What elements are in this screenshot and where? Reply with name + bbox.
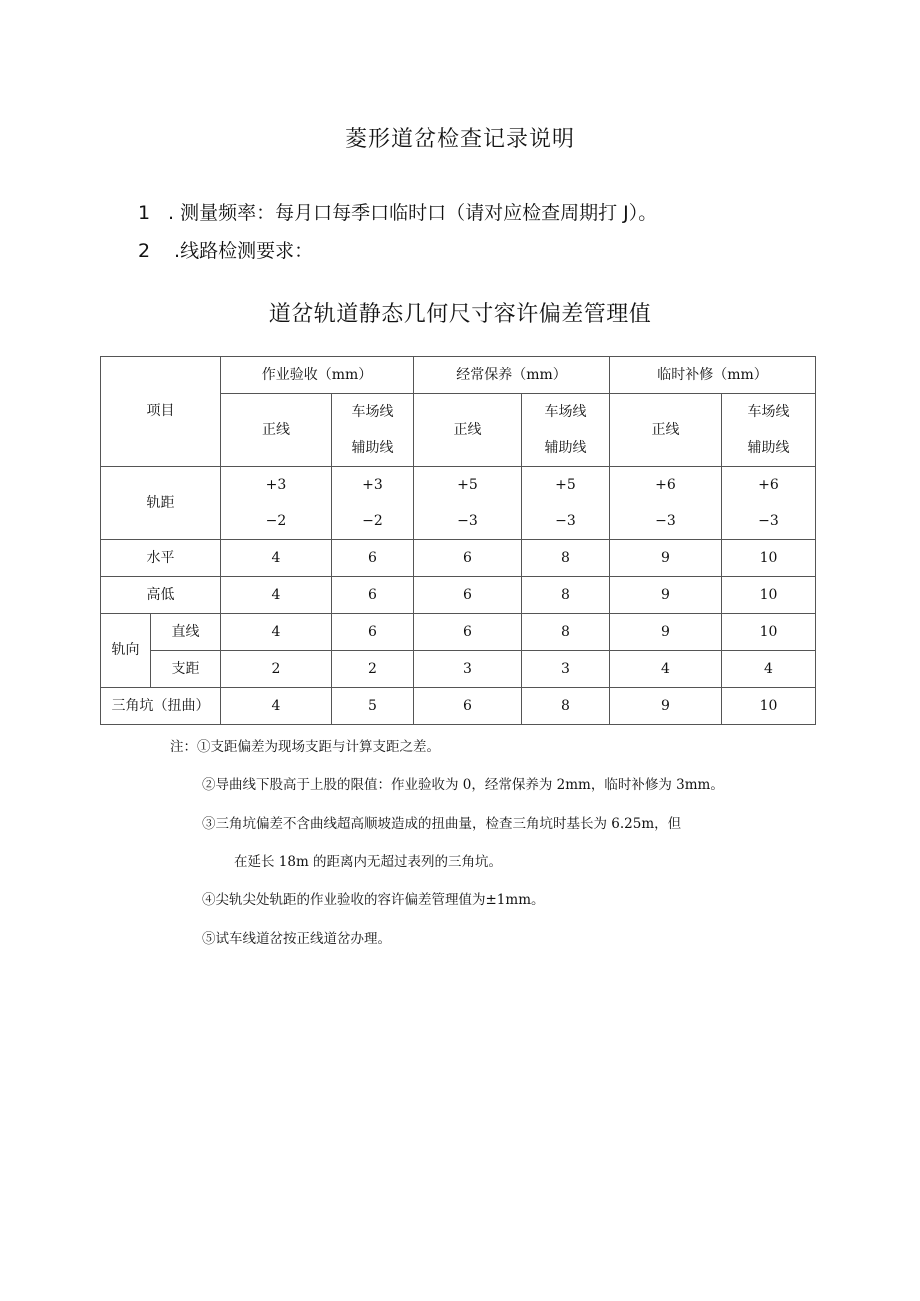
- table-cell: 6: [332, 540, 414, 577]
- table-cell: 9: [610, 577, 722, 614]
- note-line: ②导曲线下股高于上股的限值：作业验收为 0，经常保养为 2mm，临时补修为 3mm。: [202, 777, 724, 793]
- table-cell: 6: [414, 688, 522, 725]
- table-cell: 6: [332, 577, 414, 614]
- tolerance-table: [100, 356, 816, 725]
- header-acceptance: 作业验收（mm）: [221, 357, 414, 394]
- document-title: 菱形道岔检查记录说明: [344, 127, 575, 152]
- row-label: 三角坑（扭曲）: [101, 688, 221, 725]
- table-cell: 10: [722, 540, 816, 577]
- item-text: . 测量频率：每月口每季口临时口（请对应检查周期打 J）。: [168, 202, 658, 224]
- header-maintenance: 经常保养（mm）: [414, 357, 610, 394]
- table-cell: 4: [221, 688, 332, 725]
- item-number: 1: [138, 202, 151, 224]
- table-cell: 4: [221, 614, 332, 651]
- row-sublabel: 支距: [151, 651, 221, 688]
- table-cell: 9: [610, 614, 722, 651]
- note-line: 注：①支距偏差为现场支距与计算支距之差。: [170, 739, 440, 755]
- table-cell: 2: [332, 651, 414, 688]
- note-line: ⑤试车线道岔按正线道岔办理。: [202, 931, 391, 947]
- table-cell: 5: [332, 688, 414, 725]
- header-temporary-repair: 临时补修（mm）: [610, 357, 816, 394]
- header-item: 项目: [101, 357, 221, 467]
- header-main-line: 正线: [221, 394, 332, 467]
- table-cell: 4: [610, 651, 722, 688]
- note-line: 在延长 18m 的距离内无超过表列的三角坑。: [234, 854, 503, 870]
- item-line-inspection: [138, 236, 313, 263]
- item-measurement-frequency: [138, 198, 657, 225]
- table-cell: 4: [722, 651, 816, 688]
- table-cell: 8: [522, 540, 610, 577]
- table-cell: 6: [414, 614, 522, 651]
- row-label-alignment: 轨向: [101, 614, 151, 688]
- item-text: .线路检测要求：: [168, 240, 314, 262]
- row-label: 水平: [101, 540, 221, 577]
- table-cell: 8: [522, 688, 610, 725]
- table-cell: 6: [414, 540, 522, 577]
- note-line: ③三角坑偏差不含曲线超高顺坡造成的扭曲量，检查三角坑时基长为 6.25m，但: [202, 816, 682, 832]
- table-cell: 10: [722, 577, 816, 614]
- header-yard-line: 车场线 辅助线: [522, 394, 610, 467]
- header-main-line: 正线: [414, 394, 522, 467]
- table-cell: 3: [414, 651, 522, 688]
- table-row-twist: [101, 688, 816, 725]
- header-yard-line: 车场线 辅助线: [332, 394, 414, 467]
- table-title: 道岔轨道静态几何尺寸容许偏差管理值: [268, 302, 652, 327]
- table-cell: +6 −3: [610, 467, 722, 540]
- table-row-alignment-straight: [101, 614, 816, 651]
- table-cell: +5 −3: [414, 467, 522, 540]
- table-cell: 4: [221, 540, 332, 577]
- table-cell: 9: [610, 540, 722, 577]
- table-cell: +5 −3: [522, 467, 610, 540]
- table-row-alignment-offset: [101, 651, 816, 688]
- table-row-gauge: [101, 467, 816, 540]
- header-yard-line: 车场线 辅助线: [722, 394, 816, 467]
- table-cell: 10: [722, 688, 816, 725]
- table-cell: 6: [414, 577, 522, 614]
- table-cell: +3 −2: [221, 467, 332, 540]
- table-cell: 4: [221, 577, 332, 614]
- table-cell: 9: [610, 688, 722, 725]
- table-cell: 8: [522, 577, 610, 614]
- row-sublabel: 直线: [151, 614, 221, 651]
- table-row-level: [101, 540, 816, 577]
- table-cell: 6: [332, 614, 414, 651]
- table-cell: +3 −2: [332, 467, 414, 540]
- row-label: 高低: [101, 577, 221, 614]
- header-main-line: 正线: [610, 394, 722, 467]
- table-cell: 3: [522, 651, 610, 688]
- header-row-groups: [101, 357, 816, 394]
- item-number: 2: [138, 240, 151, 262]
- table-cell: +6 −3: [722, 467, 816, 540]
- table-cell: 2: [221, 651, 332, 688]
- note-line: ④尖轨尖处轨距的作业验收的容许偏差管理值为±1mm。: [202, 892, 545, 908]
- table-row-height: [101, 577, 816, 614]
- table-cell: 10: [722, 614, 816, 651]
- row-label: 轨距: [101, 467, 221, 540]
- table-cell: 8: [522, 614, 610, 651]
